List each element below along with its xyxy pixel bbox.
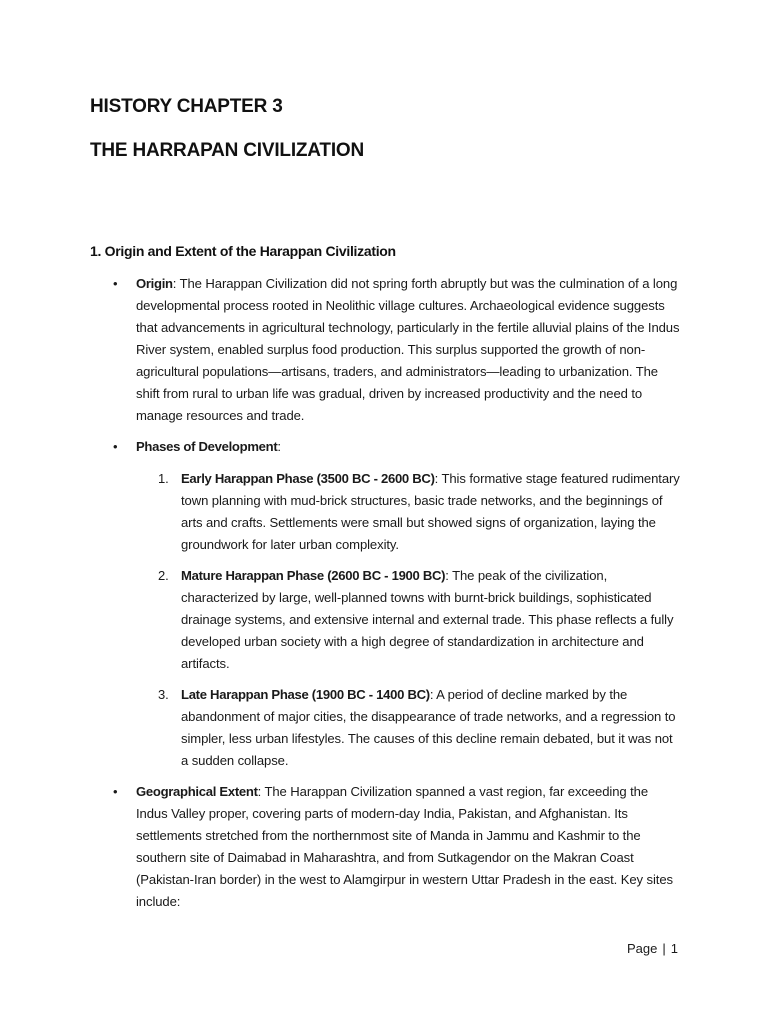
page-footer [627,938,678,960]
bullet-text: : The Harappan Civilization did not spring forth abruptly but was the culmination of a long developmental process rooted in Neolithic village cultures. Archaeological evidence suggests that advancements in agricultural technology, particularly in the fertile alluvial plains of the Indus River system, enabled surplus food production. This surplus supported the growth of non-agricultural populations—artisans, traders, and administrators—leading to urbanization. The shift from rural to urban life was gradual, driven by increased productivity and the need to manage resources and trade. [136,276,680,423]
section-heading: 1. Origin and Extent of the Harappan Civilization [90,243,396,259]
phase-text: : This formative stage featured rudimentary town planning with mud-brick structures, basic trade networks, and the beginnings of arts and crafts. Settlements were small but showed signs of organization, laying the groundwork for later urban complexity. [181,471,680,552]
bullet-marker: • [113,276,118,291]
document-title: HISTORY CHAPTER 3 [90,96,283,117]
bullet-marker: • [113,439,118,454]
phase-item-late [181,684,681,772]
phase-label: Late Harappan Phase (1900 BC - 1400 BC) [181,687,430,702]
footer-separator: | [662,941,666,956]
page-label: Page [627,941,658,956]
bullet-text: : The Harappan Civilization spanned a vast region, far exceeding the Indus Valley proper, covering parts of modern-day India, Pakistan, and Afghanistan. Its settlements stretched from the northernmost site of Manda in Jammu and Kashmir to the southern site of Daimabad in Maharashtra, and from Sutkagendor on the Makran Coast (Pakistan-Iran border) in the west to Alamgirpur in western Uttar Pradesh in the east. Key sites include: [136,784,673,909]
list-number: 3. [158,687,169,702]
bullet-text: : [277,439,281,454]
list-number: 2. [158,568,169,583]
bullet-marker: • [113,784,118,799]
bullet-phases [136,436,681,458]
document-subtitle: THE HARRAPAN CIVILIZATION [90,140,365,161]
phase-text: : A period of decline marked by the abandonment of major cities, the disappearance of trade networks, and a regression to simpler, less urban lifestyles. The causes of this decline remain debated, but it was not a sudden collapse. [181,687,676,768]
list-number: 1. [158,471,169,486]
phase-label: Mature Harappan Phase (2600 BC - 1900 BC) [181,568,446,583]
phase-text: : The peak of the civilization, characterized by large, well-planned towns with burnt-brick buildings, sophisticated drainage systems, and extensive internal and external trade. This phase reflects a fully developed urban society with a high degree of standardization in architecture and artifacts. [181,568,674,671]
phase-item-early [181,468,681,556]
bullet-origin [136,273,681,427]
bullet-label: Origin [136,276,173,291]
bullet-label: Geographical Extent [136,784,258,799]
bullet-label: Phases of Development [136,439,278,454]
page-number: 1 [670,941,678,956]
bullet-geographical-extent [136,781,681,913]
phase-label: Early Harappan Phase (3500 BC - 2600 BC) [181,471,435,486]
phase-item-mature [181,565,681,675]
